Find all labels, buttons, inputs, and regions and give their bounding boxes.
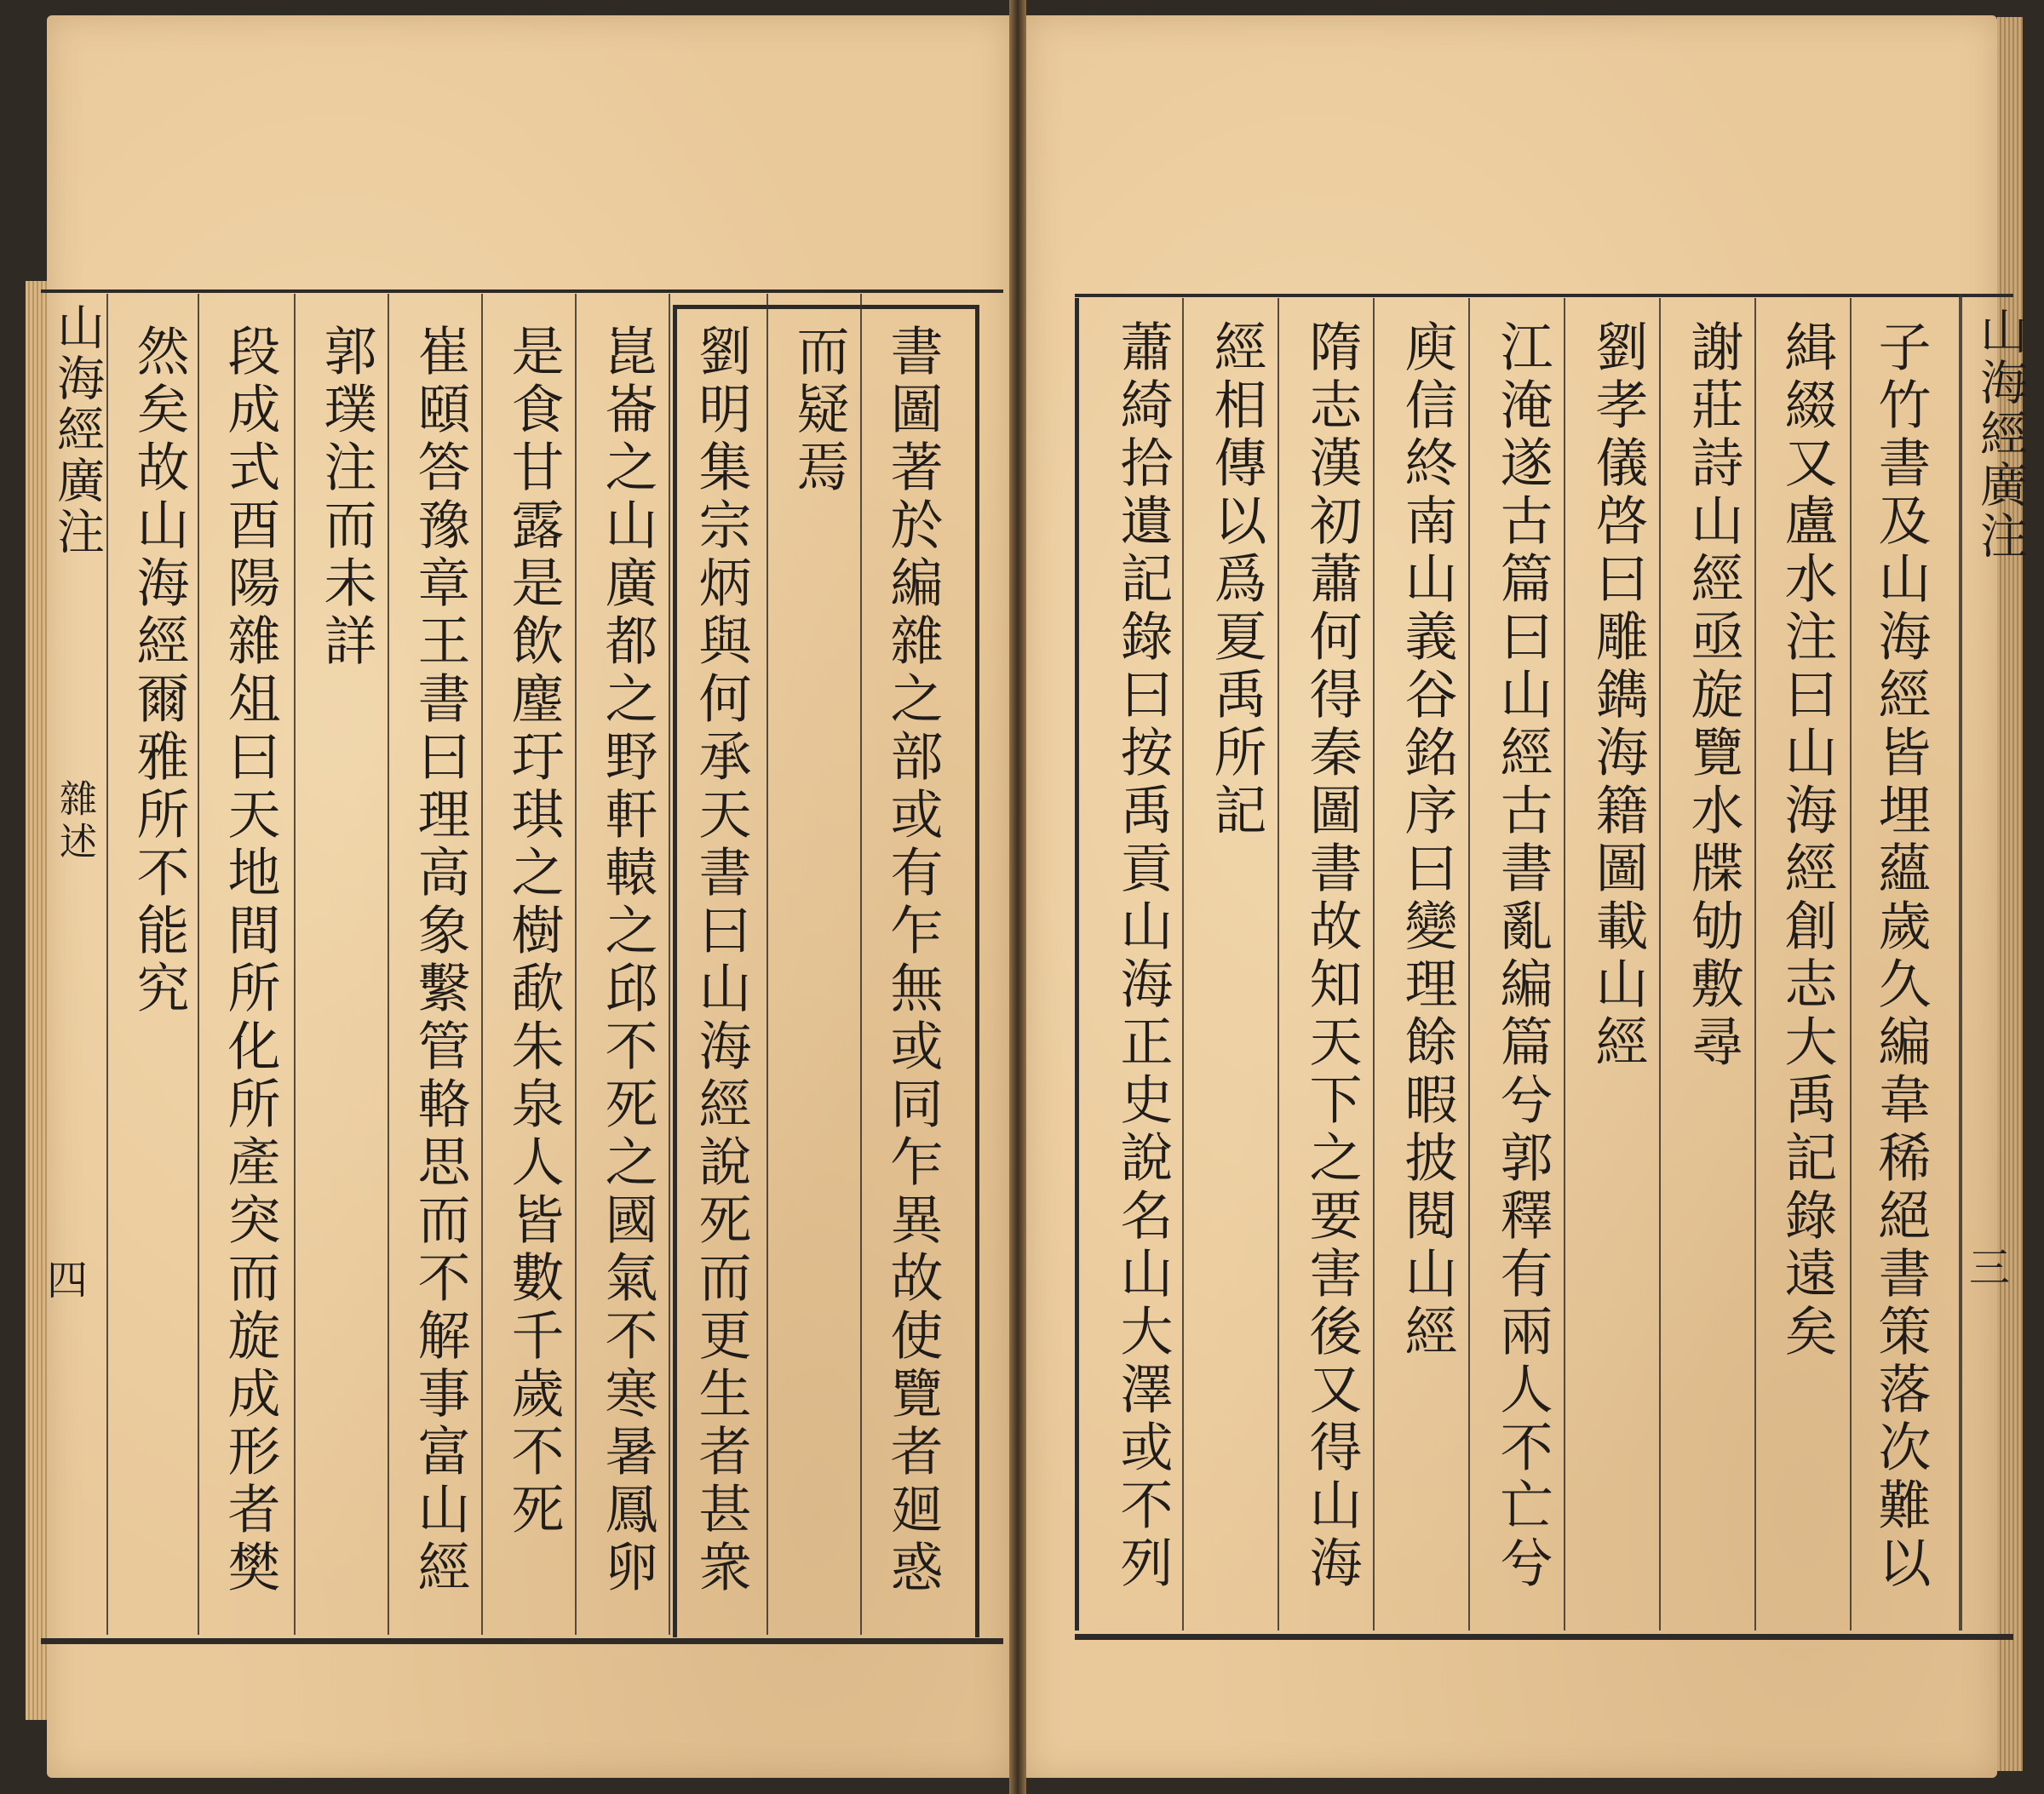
column-rule (481, 294, 483, 1635)
text-column: 段成式酉陽雜俎曰天地間所化所產突而旋成形者樊 (219, 324, 281, 1597)
text-column: 隋志漢初蕭何得秦圖書故知天下之要害後又得山海 (1300, 319, 1363, 1593)
text-column: 蕭綺拾遺記錄曰按禹貢山海正史說名山大澤或不列 (1111, 319, 1174, 1593)
text-column: 子竹書及山海經皆埋蘊歲久編韋稀絕書策落次難以 (1869, 319, 1932, 1593)
column-rule (860, 294, 862, 1635)
text-column: 是食甘露是飲麈玗琪之樹歃朱泉人皆數千歲不死 (502, 324, 565, 1539)
left-margin-title: 山海經廣注 (49, 302, 105, 558)
text-column: 緝綴又盧水注曰山海經創志大禹記錄遠矣 (1776, 319, 1838, 1361)
column-rule (1659, 298, 1661, 1631)
column-rule (669, 294, 670, 1635)
book-gutter (1009, 0, 1026, 1794)
right-page-number: 三 (1969, 1244, 2011, 1292)
column-rule (1278, 298, 1279, 1631)
column-rule (1373, 298, 1375, 1631)
text-column: 崔頤答豫章王書曰理高象繫管輅思而不解事富山經 (409, 324, 471, 1597)
text-column: 書圖著於編雜之部或有乍無或同乍異故使覽者廻惑 (881, 324, 944, 1597)
text-column: 而疑焉 (788, 324, 850, 497)
text-column: 郭璞注而未詳 (315, 324, 377, 671)
left-section-label: 雜述 (53, 779, 96, 864)
column-rule (1468, 298, 1470, 1631)
left-page-number: 四 (47, 1257, 89, 1304)
column-rule (575, 294, 577, 1635)
margin-rule (1959, 294, 1962, 1631)
text-column: 劉明集宗炳與何承天書曰山海經說死而更生者甚衆 (690, 324, 752, 1597)
text-column: 謝莊詩山經亟旋覽水牒劬敷尋 (1682, 319, 1744, 1072)
column-rule (1182, 298, 1184, 1631)
column-rule (1754, 298, 1756, 1631)
text-column: 劉孝儀啓曰雕鐫海籍圖載山經 (1587, 319, 1649, 1072)
right-text-block-border (1075, 298, 1088, 1631)
text-column: 庾信終南山義谷銘序曰變理餘暇披閱山經 (1396, 319, 1458, 1361)
column-rule (388, 294, 389, 1635)
column-rule (1850, 298, 1852, 1631)
column-rule (766, 294, 768, 1635)
column-rule (198, 294, 199, 1635)
right-margin-title: 山海經廣注 (1972, 307, 2028, 562)
text-column: 然矣故山海經爾雅所不能究 (128, 324, 190, 1018)
text-column: 經相傳以爲夏禹所記 (1205, 319, 1267, 840)
text-column: 江淹遂古篇曰山經古書亂編篇兮郭釋有兩人不亡兮 (1491, 319, 1553, 1593)
column-rule (294, 294, 296, 1635)
column-rule (1564, 298, 1565, 1631)
text-column: 崑崙之山廣都之野軒轅之邱不死之國氣不寒暑鳳卵 (596, 324, 658, 1597)
